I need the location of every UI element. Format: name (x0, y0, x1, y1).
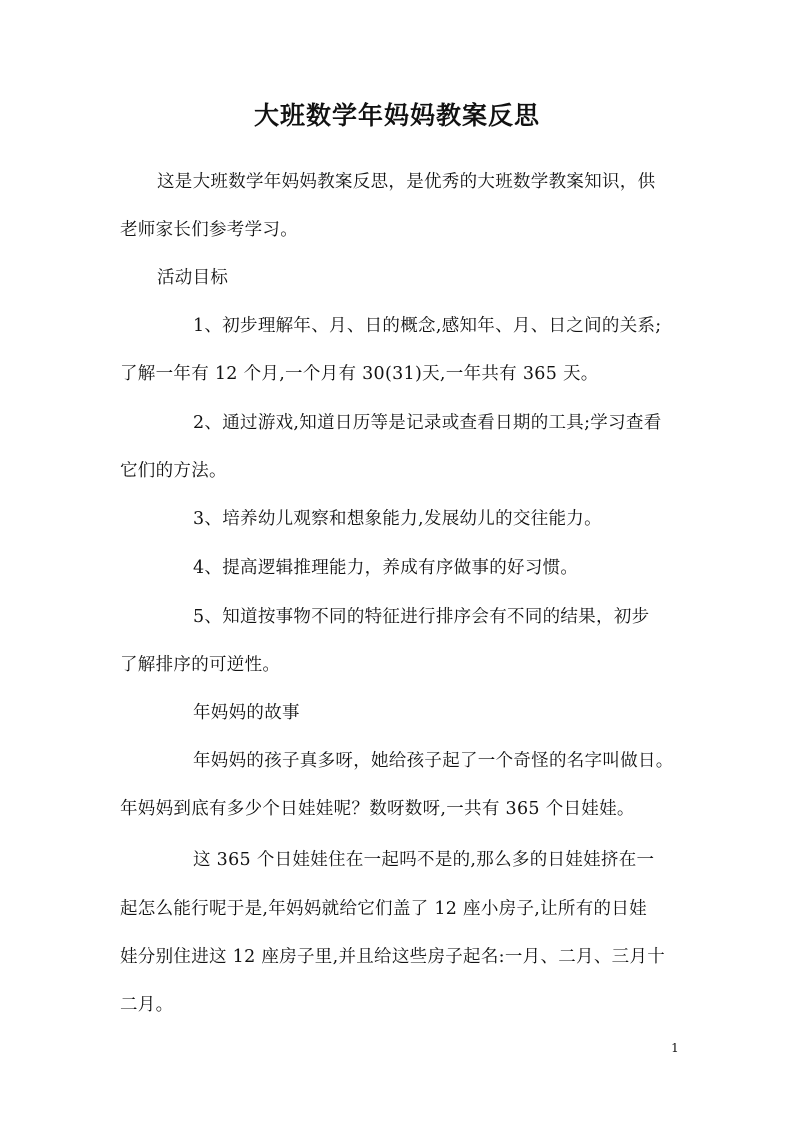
paragraph-line: 老师家长们参考学习。 (120, 220, 298, 240)
paragraph-line: 4、提高逻辑推理能力，养成有序做事的好习惯。 (193, 558, 579, 578)
page-number: 1 (671, 1041, 679, 1055)
paragraph-line: 起怎么能行呢于是,年妈妈就给它们盖了 12 座小房子,让所有的日娃 (120, 899, 647, 919)
paragraph-line: 这 365 个日娃娃住在一起吗不是的,那么多的日娃娃挤在一 (193, 850, 655, 870)
paragraph-line: 5、知道按事物不同的特征进行排序会有不同的结果，初步 (193, 607, 650, 627)
paragraph-line: 1、初步理解年、月、日的概念,感知年、月、日之间的关系; (193, 316, 662, 336)
section-heading: 年妈妈的故事 (193, 703, 300, 723)
document-title: 大班数学年妈妈教案反思 (253, 101, 540, 130)
paragraph-line: 2、通过游戏,知道日历等是记录或查看日期的工具;学习查看 (193, 413, 662, 433)
paragraph-line: 了解排序的可逆性。 (120, 655, 281, 675)
paragraph-line: 这是大班数学年妈妈教案反思，是优秀的大班数学教案知识，供 (157, 172, 656, 192)
paragraph-line: 年妈妈到底有多少个日娃娃呢？数呀数呀,一共有 365 个日娃娃。 (120, 799, 635, 819)
section-heading: 活动目标 (157, 268, 229, 288)
paragraph-line: 它们的方法。 (120, 461, 227, 481)
paragraph-line: 年妈妈的孩子真多呀，她给孩子起了一个奇怪的名字叫做日。 (193, 751, 674, 771)
paragraph-line: 3、培养幼儿观察和想象能力,发展幼儿的交往能力。 (193, 509, 602, 529)
paragraph-line: 二月。 (120, 995, 174, 1015)
paragraph-line: 了解一年有 12 个月,一个月有 30(31)天,一年共有 365 天。 (120, 364, 599, 384)
paragraph-line: 娃分别住进这 12 座房子里,并且给这些房子起名:一月、二月、三月十 (120, 947, 666, 967)
